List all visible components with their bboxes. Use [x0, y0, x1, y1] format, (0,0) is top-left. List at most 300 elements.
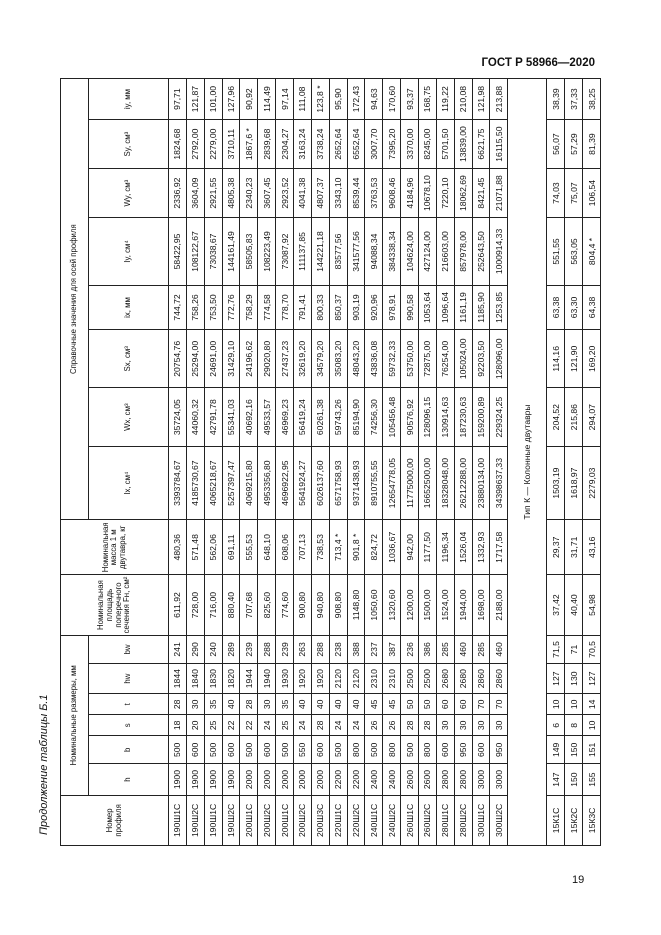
table-cell: 3763,53: [365, 169, 383, 218]
table-cell: 22: [240, 715, 258, 736]
table-cell: 16115,50: [490, 120, 508, 169]
table-cell: 3007,70: [365, 120, 383, 169]
table-cell: 2652,64: [329, 120, 347, 169]
profile-cell: 260Ш2С: [419, 795, 437, 845]
table-cell: 60261,38: [311, 388, 329, 446]
table-row: [258, 79, 276, 846]
table-cell: 58422,95: [169, 218, 187, 286]
table-cell: 500: [401, 736, 419, 764]
table-cell: 26212288,00: [454, 446, 472, 520]
table-cell: 30: [436, 715, 454, 736]
table-cell: 121,98: [472, 79, 490, 120]
table-cell: 2923,52: [276, 169, 294, 218]
table-cell: 978,91: [383, 285, 401, 329]
table-cell: 1196,34: [436, 520, 454, 575]
table-cell: 114,49: [258, 79, 276, 120]
profile-cell: 15К3С: [583, 795, 601, 845]
table-cell: 8421,45: [472, 169, 490, 218]
table-cell: 94088,34: [365, 218, 383, 286]
table-cell: 800: [383, 736, 401, 764]
table-cell: 30: [454, 715, 472, 736]
table-cell: 600: [311, 736, 329, 764]
table-cell: 3710,11: [222, 120, 240, 169]
table-cell: 691,11: [222, 520, 240, 575]
table-cell: 804,4 *: [583, 218, 601, 286]
profile-cell: 300Ш2С: [490, 795, 508, 845]
table-cell: 49533,57: [258, 388, 276, 446]
table-cell: 1944,00: [454, 575, 472, 636]
table-cell: 1177,50: [419, 520, 437, 575]
table-cell: 903,19: [347, 285, 365, 329]
header-profile-number: Номер профиля: [61, 795, 169, 845]
table-cell: 24: [294, 715, 312, 736]
table-cell: 713,4 *: [329, 520, 347, 575]
table-cell: 40: [222, 694, 240, 715]
header-s: s: [89, 715, 169, 736]
table-cell: 1036,67: [383, 520, 401, 575]
header-wx: Wx, см³: [89, 388, 169, 446]
table-cell: 4184,96: [401, 169, 419, 218]
table-cell: 10: [547, 694, 565, 715]
table-cell: 6571758,93: [329, 446, 347, 520]
table-cell: 28: [401, 715, 419, 736]
table-cell: 384338,34: [383, 218, 401, 286]
table-cell: 30: [186, 694, 204, 715]
table-cell: 608,06: [276, 520, 294, 575]
table-cell: 2000: [240, 764, 258, 796]
table-cell: 8245,00: [419, 120, 437, 169]
table-cell: 778,70: [276, 285, 294, 329]
table-cell: 2188,00: [490, 575, 508, 636]
table-cell: 6552,64: [347, 120, 365, 169]
table-cell: 31429,10: [222, 330, 240, 388]
table-cell: 774,58: [258, 285, 276, 329]
table-row: [401, 79, 419, 846]
table-cell: 97,71: [169, 79, 187, 120]
profile-cell: 200Ш3С: [311, 795, 329, 845]
table-cell: 571,48: [186, 520, 204, 575]
table-cell: 12654778,05: [383, 446, 401, 520]
table-cell: 950: [490, 736, 508, 764]
table-cell: 94,63: [365, 79, 383, 120]
table-cell: 460: [490, 635, 508, 663]
table-cell: 101,00: [204, 79, 222, 120]
table-cell: 187230,63: [454, 388, 472, 446]
table-cell: 551,55: [547, 218, 565, 286]
table-cell: 4185730,67: [186, 446, 204, 520]
profile-cell: 15К1С: [547, 795, 565, 845]
table-cell: 3370,00: [401, 120, 419, 169]
table-cell: 64,38: [583, 285, 601, 329]
table-cell: 168,75: [419, 79, 437, 120]
table-cell: 500: [329, 736, 347, 764]
profile-cell: 240Ш1С: [365, 795, 383, 845]
header-hw: hw: [89, 663, 169, 693]
table-cell: 229324,25: [490, 388, 508, 446]
table-cell: 707,68: [240, 575, 258, 636]
table-cell: 111,08: [294, 79, 312, 120]
table-cell: 3343,10: [329, 169, 347, 218]
table-cell: 2000: [276, 764, 294, 796]
table-cell: 26: [383, 715, 401, 736]
table-cell: 1500,00: [419, 575, 437, 636]
table-cell: 92203,50: [472, 330, 490, 388]
table-cell: 10678,10: [419, 169, 437, 218]
table-cell: 2860: [472, 663, 490, 693]
table-cell: 50: [401, 694, 419, 715]
profile-cell: 280Ш1С: [436, 795, 454, 845]
table-cell: 43836,08: [365, 330, 383, 388]
table-cell: 1930: [276, 663, 294, 693]
table-cell: 10: [583, 715, 601, 736]
table-cell: 460: [454, 635, 472, 663]
table-cell: 600: [436, 736, 454, 764]
table-cell: 920,96: [365, 285, 383, 329]
table-cell: 37,42: [547, 575, 565, 636]
table-cell: 237: [365, 635, 383, 663]
table-cell: 144161,49: [222, 218, 240, 286]
table-cell: 1830: [204, 663, 222, 693]
header-area: Номинальная площадь поперечного сечения Fн, см²: [61, 575, 169, 636]
table-cell: 1844: [169, 663, 187, 693]
table-cell: 147: [547, 764, 565, 796]
table-cell: 2000: [311, 764, 329, 796]
table-cell: 2800: [454, 764, 472, 796]
table-cell: 40: [311, 694, 329, 715]
table-cell: 155: [583, 764, 601, 796]
table-cell: 563,05: [565, 218, 583, 286]
profile-cell: 15К2С: [565, 795, 583, 845]
table-cell: 121,90: [565, 330, 583, 388]
table-row: [222, 79, 240, 846]
table-cell: 128096,00: [490, 330, 508, 388]
table-cell: 74,03: [547, 169, 565, 218]
table-cell: 772,76: [222, 285, 240, 329]
table-cell: 707,13: [294, 520, 312, 575]
profile-cell: 240Ш2С: [383, 795, 401, 845]
table-cell: 63,38: [547, 285, 565, 329]
table-cell: 72875,00: [419, 330, 437, 388]
profile-cell: 220Ш1С: [329, 795, 347, 845]
table-cell: 46969,23: [276, 388, 294, 446]
table-row: [454, 79, 472, 846]
table-cell: 70,5: [583, 635, 601, 663]
table-cell: 8539,44: [347, 169, 365, 218]
table-cell: 800,33: [311, 285, 329, 329]
table-cell: 288: [258, 635, 276, 663]
profile-cell: 200Ш2С: [294, 795, 312, 845]
table-row: [240, 79, 258, 846]
table-cell: 901,8 *: [347, 520, 365, 575]
table-cell: 285: [436, 635, 454, 663]
table-cell: 9371438,93: [347, 446, 365, 520]
table-cell: 83577,56: [329, 218, 347, 286]
table-cell: 7395,20: [383, 120, 401, 169]
table-cell: 600: [222, 736, 240, 764]
table-cell: 204,52: [547, 388, 565, 446]
table-cell: 500: [240, 736, 258, 764]
header-iy-moment: Iy, см⁴: [89, 218, 169, 286]
table-cell: 213,88: [490, 79, 508, 120]
table-cell: 1148,80: [347, 575, 365, 636]
table-cell: 2600: [419, 764, 437, 796]
table-cell: 215,86: [565, 388, 583, 446]
table-cell: 1867,6 *: [240, 120, 258, 169]
table-cell: 127,96: [222, 79, 240, 120]
table-cell: 40: [329, 694, 347, 715]
table-cell: 32619,20: [294, 330, 312, 388]
table-caption: Продолжение таблицы Б.1: [38, 694, 50, 835]
table-cell: 252643,50: [472, 218, 490, 286]
table-cell: 2921,55: [204, 169, 222, 218]
table-cell: 70: [490, 694, 508, 715]
table-cell: 93,37: [401, 79, 419, 120]
table-cell: 3000: [490, 764, 508, 796]
table-cell: 500: [204, 736, 222, 764]
table-cell: 28: [169, 694, 187, 715]
table-cell: 121,87: [186, 79, 204, 120]
table-cell: 1940: [258, 663, 276, 693]
table-cell: 56419,24: [294, 388, 312, 446]
table-cell: 8910755,55: [365, 446, 383, 520]
table-cell: 850,37: [329, 285, 347, 329]
table-cell: 34579,20: [311, 330, 329, 388]
table-cell: 500: [276, 736, 294, 764]
table-cell: 23880134,00: [472, 446, 490, 520]
table-cell: 7220,10: [436, 169, 454, 218]
table-cell: 238: [329, 635, 347, 663]
table-cell: 2680: [436, 663, 454, 693]
table-cell: 1161,19: [454, 285, 472, 329]
table-cell: 57,29: [565, 120, 583, 169]
table-cell: 50: [419, 694, 437, 715]
table-cell: 8: [565, 715, 583, 736]
table-cell: 1503,19: [547, 446, 565, 520]
profile-cell: 190Ш1С: [204, 795, 222, 845]
table-row: [276, 79, 294, 846]
type-k-title: Тип К — Колонные двутавры: [508, 79, 547, 846]
table-cell: 95,90: [329, 79, 347, 120]
table-row: [565, 79, 583, 846]
table-cell: 18: [169, 715, 187, 736]
table-cell: 387: [383, 635, 401, 663]
table-cell: 29,37: [547, 520, 565, 575]
table-row: [583, 79, 601, 846]
table-row: [383, 79, 401, 846]
table-cell: 31,71: [565, 520, 583, 575]
table-cell: 2839,68: [258, 120, 276, 169]
table-cell: 2200: [347, 764, 365, 796]
table-row: [186, 79, 204, 846]
table-cell: 555,53: [240, 520, 258, 575]
table-cell: 880,40: [222, 575, 240, 636]
table-cell: 774,60: [276, 575, 294, 636]
table-cell: 288: [311, 635, 329, 663]
table-cell: 73087,92: [276, 218, 294, 286]
table-cell: 24691,00: [204, 330, 222, 388]
table-cell: 81,39: [583, 120, 601, 169]
table-cell: 216603,00: [436, 218, 454, 286]
table-cell: 2792,00: [186, 120, 204, 169]
table-cell: 6: [547, 715, 565, 736]
table-cell: 37,33: [565, 79, 583, 120]
profile-cell: 200Ш2С: [258, 795, 276, 845]
table-cell: 4065218,67: [204, 446, 222, 520]
table-cell: 58505,83: [240, 218, 258, 286]
table-cell: 1944: [240, 663, 258, 693]
table-row: [347, 79, 365, 846]
table-cell: 40,40: [565, 575, 583, 636]
profile-cell: 190Ш2С: [222, 795, 240, 845]
table-cell: 38,25: [583, 79, 601, 120]
header-reference: Справочные значения для осей профиля: [61, 79, 89, 520]
table-cell: 30: [472, 715, 490, 736]
table-cell: 3000: [472, 764, 490, 796]
profile-cell: 300Ш1С: [472, 795, 490, 845]
table-cell: 600: [186, 736, 204, 764]
table-cell: 74256,30: [365, 388, 383, 446]
table-cell: 2120: [329, 663, 347, 693]
table-cell: 2500: [401, 663, 419, 693]
table-cell: 24: [347, 715, 365, 736]
table-cell: 40692,16: [240, 388, 258, 446]
table-cell: 386: [419, 635, 437, 663]
table-cell: 85194,90: [347, 388, 365, 446]
table-cell: 73038,67: [204, 218, 222, 286]
table-cell: 123,8 *: [311, 79, 329, 120]
table-cell: 144221,18: [311, 218, 329, 286]
table-cell: 2310: [383, 663, 401, 693]
table-cell: 1900: [204, 764, 222, 796]
table-cell: 119,22: [436, 79, 454, 120]
rotated-table-container: [60, 78, 601, 846]
table-cell: 857978,00: [454, 218, 472, 286]
table-cell: 4041,38: [294, 169, 312, 218]
table-cell: 294,07: [583, 388, 601, 446]
table-cell: 1253,85: [490, 285, 508, 329]
table-cell: 791,41: [294, 285, 312, 329]
table-cell: 1096,64: [436, 285, 454, 329]
table-cell: 758,29: [240, 285, 258, 329]
table-cell: 170,60: [383, 79, 401, 120]
profile-cell: 200Ш1С: [276, 795, 294, 845]
table-cell: 1618,97: [565, 446, 583, 520]
table-cell: 1050,60: [365, 575, 383, 636]
table-cell: 427124,00: [419, 218, 437, 286]
table-cell: 480,36: [169, 520, 187, 575]
table-cell: 18062,69: [454, 169, 472, 218]
table-cell: 2340,23: [240, 169, 258, 218]
table-cell: 900,80: [294, 575, 312, 636]
table-cell: 2310: [365, 663, 383, 693]
table-cell: 1717,58: [490, 520, 508, 575]
table-cell: 42791,78: [204, 388, 222, 446]
table-cell: 63,30: [565, 285, 583, 329]
table-cell: 550: [294, 736, 312, 764]
table-cell: 1185,90: [472, 285, 490, 329]
table-cell: 263: [294, 635, 312, 663]
table-cell: 10: [565, 694, 583, 715]
table-cell: 28: [311, 715, 329, 736]
table-cell: 4069215,80: [240, 446, 258, 520]
table-cell: 108223,49: [258, 218, 276, 286]
table-cell: 2200: [329, 764, 347, 796]
header-b: b: [89, 736, 169, 764]
table-cell: 1524,00: [436, 575, 454, 636]
table-cell: 3607,45: [258, 169, 276, 218]
table-cell: 130: [565, 663, 583, 693]
table-cell: 149: [547, 736, 565, 764]
profile-cell: 260Ш1С: [401, 795, 419, 845]
table-cell: 127: [583, 663, 601, 693]
profiles-table: [60, 78, 601, 846]
table-cell: 611,92: [169, 575, 187, 636]
table-cell: 2336,92: [169, 169, 187, 218]
table-cell: 1320,60: [383, 575, 401, 636]
table-cell: 150: [565, 764, 583, 796]
header-ix-moment: Ix, см⁴: [89, 446, 169, 520]
table-cell: 1824,68: [169, 120, 187, 169]
table-cell: 114,16: [547, 330, 565, 388]
table-cell: 22: [222, 715, 240, 736]
table-cell: 6621,75: [472, 120, 490, 169]
table-cell: 54,98: [583, 575, 601, 636]
table-cell: 4696922,95: [276, 446, 294, 520]
table-cell: 2860: [490, 663, 508, 693]
table-cell: 90,92: [240, 79, 258, 120]
table-cell: 30: [490, 715, 508, 736]
table-cell: 151: [583, 736, 601, 764]
table-cell: 1698,00: [472, 575, 490, 636]
table-cell: 40: [294, 694, 312, 715]
table-cell: 55341,03: [222, 388, 240, 446]
table-cell: 5641924,27: [294, 446, 312, 520]
table-cell: 2279,03: [583, 446, 601, 520]
table-row: [436, 79, 454, 846]
table-cell: 2304,27: [276, 120, 294, 169]
table-cell: 3163,24: [294, 120, 312, 169]
table-cell: 1526,04: [454, 520, 472, 575]
table-row: [329, 79, 347, 846]
table-cell: 106,54: [583, 169, 601, 218]
table-cell: 285: [472, 635, 490, 663]
table-row: [547, 79, 565, 846]
table-cell: 9608,46: [383, 169, 401, 218]
table-cell: 824,72: [365, 520, 383, 575]
table-cell: 2000: [258, 764, 276, 796]
table-cell: 800: [347, 736, 365, 764]
table-cell: 159200,89: [472, 388, 490, 446]
table-cell: 20: [186, 715, 204, 736]
table-cell: 29020,80: [258, 330, 276, 388]
table-cell: 648,10: [258, 520, 276, 575]
table-body-group2: [547, 79, 601, 846]
table-cell: 950: [454, 736, 472, 764]
table-cell: 25: [204, 715, 222, 736]
table-cell: 70: [472, 694, 490, 715]
table-cell: 35: [276, 694, 294, 715]
header-bw: bw: [89, 635, 169, 663]
table-cell: 172,43: [347, 79, 365, 120]
table-cell: 1332,93: [472, 520, 490, 575]
table-cell: 35083,20: [329, 330, 347, 388]
table-row: [311, 79, 329, 846]
profile-cell: 190Ш1С: [169, 795, 187, 845]
page-header: ГОСТ Р 58966—2020: [481, 57, 595, 69]
table-cell: 728,00: [186, 575, 204, 636]
table-cell: 30: [258, 694, 276, 715]
header-h: h: [89, 764, 169, 796]
